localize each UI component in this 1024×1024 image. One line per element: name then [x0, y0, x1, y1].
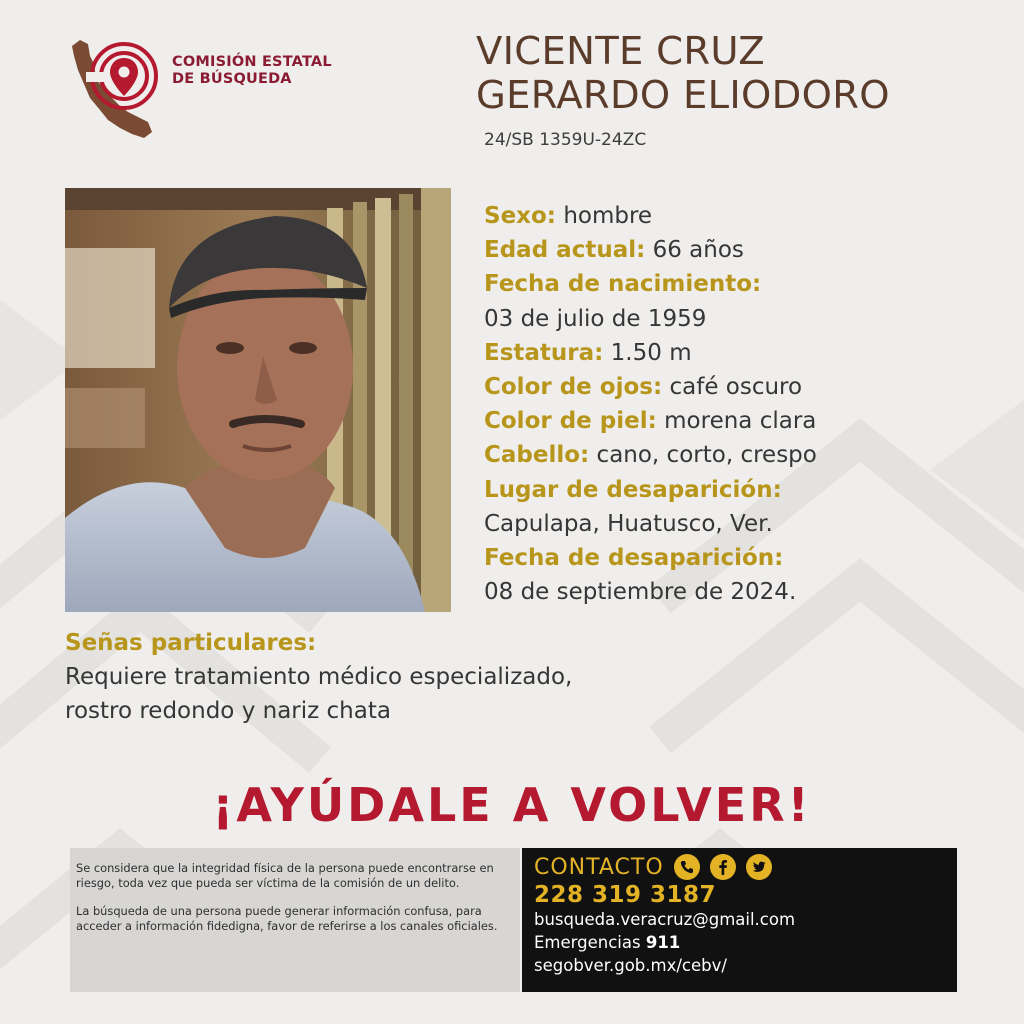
detail-value: morena clara	[664, 408, 817, 435]
detail-label: Sexo:	[484, 203, 556, 229]
detail-date-label	[484, 541, 1004, 575]
slogan: ¡AYÚDALE A VOLVER!	[212, 778, 812, 832]
detail-skin-color	[484, 404, 1004, 438]
person-details	[484, 199, 1004, 609]
detail-label: Fecha de nacimiento:	[484, 271, 762, 298]
detail-label: Lugar de desaparición:	[484, 476, 782, 503]
detail-place-label	[484, 473, 1004, 507]
detail-value: 1.50 m	[610, 339, 692, 366]
contact-box	[522, 848, 957, 992]
organization-name	[172, 54, 332, 88]
twitter-icon[interactable]	[746, 854, 772, 880]
detail-label: Color de piel:	[484, 408, 657, 435]
disclaimer-paragraph-1: Se considera que la integridad física de la persona puede encontrarse en riesgo, toda vez que pueda ser víctima de la comisión de un delito.	[76, 861, 494, 890]
detail-date-value	[484, 575, 1004, 609]
marks-line-1: Requiere tratamiento médico especializado,	[65, 664, 573, 690]
detail-label: Edad actual:	[484, 237, 646, 264]
detail-value: café oscuro	[669, 374, 803, 401]
detail-label: Estatura:	[484, 339, 604, 366]
disclaimer-paragraph-2: La búsqueda de una persona puede generar información confusa, para acceder a información fidedigna, favor de referirse a los canales oficiales.	[76, 904, 498, 933]
contact-emergency	[534, 931, 945, 954]
detail-value: 66 años	[652, 237, 744, 264]
detail-eye-color	[484, 370, 1004, 404]
phone-icon[interactable]	[674, 854, 700, 880]
disclaimer-box	[70, 848, 520, 992]
name-line-1: VICENTE CRUZ	[476, 29, 765, 74]
detail-age	[484, 233, 1004, 267]
contact-website[interactable]: segobver.gob.mx/cebv/	[534, 956, 727, 975]
facebook-icon[interactable]	[710, 854, 736, 880]
contact-email[interactable]: busqueda.veracruz@gmail.com	[534, 910, 796, 929]
detail-sex	[484, 199, 1004, 233]
emergency-number[interactable]: 911	[645, 933, 681, 952]
contact-title: CONTACTO	[534, 854, 664, 880]
emergency-label: Emergencias	[534, 933, 641, 952]
detail-place-value	[484, 507, 1004, 541]
detail-birthdate-label	[484, 267, 1004, 301]
org-line-1: COMISIÓN ESTATAL	[172, 54, 332, 70]
marks-label: Señas particulares:	[65, 630, 317, 656]
case-folio: 24/SB 1359U-24ZC	[484, 130, 647, 150]
commission-logo	[66, 34, 166, 144]
marks-label-line	[65, 626, 825, 660]
detail-label: Cabello:	[484, 442, 590, 469]
contact-phone[interactable]: 228 319 3187	[534, 882, 717, 908]
org-line-2: DE BÚSQUEDA	[172, 71, 292, 87]
detail-label: Color de ojos:	[484, 374, 663, 401]
person-photo	[65, 188, 451, 612]
person-name	[476, 30, 890, 118]
detail-value: 03 de julio de 1959	[484, 305, 707, 332]
detail-birthdate-value	[484, 302, 1004, 336]
marks-line-2: rostro redondo y nariz chata	[65, 698, 391, 724]
detail-value: 08 de septiembre de 2024.	[484, 579, 797, 606]
contact-header	[534, 854, 945, 880]
detail-value: cano, corto, crespo	[596, 442, 817, 469]
name-line-2: GERARDO ELIODORO	[476, 73, 890, 118]
detail-label: Fecha de desaparición:	[484, 545, 784, 572]
detail-hair	[484, 438, 1004, 472]
detail-value: Capulapa, Huatusco, Ver.	[484, 510, 773, 537]
distinguishing-marks	[65, 626, 825, 728]
detail-value: hombre	[563, 203, 653, 229]
detail-height	[484, 336, 1004, 370]
